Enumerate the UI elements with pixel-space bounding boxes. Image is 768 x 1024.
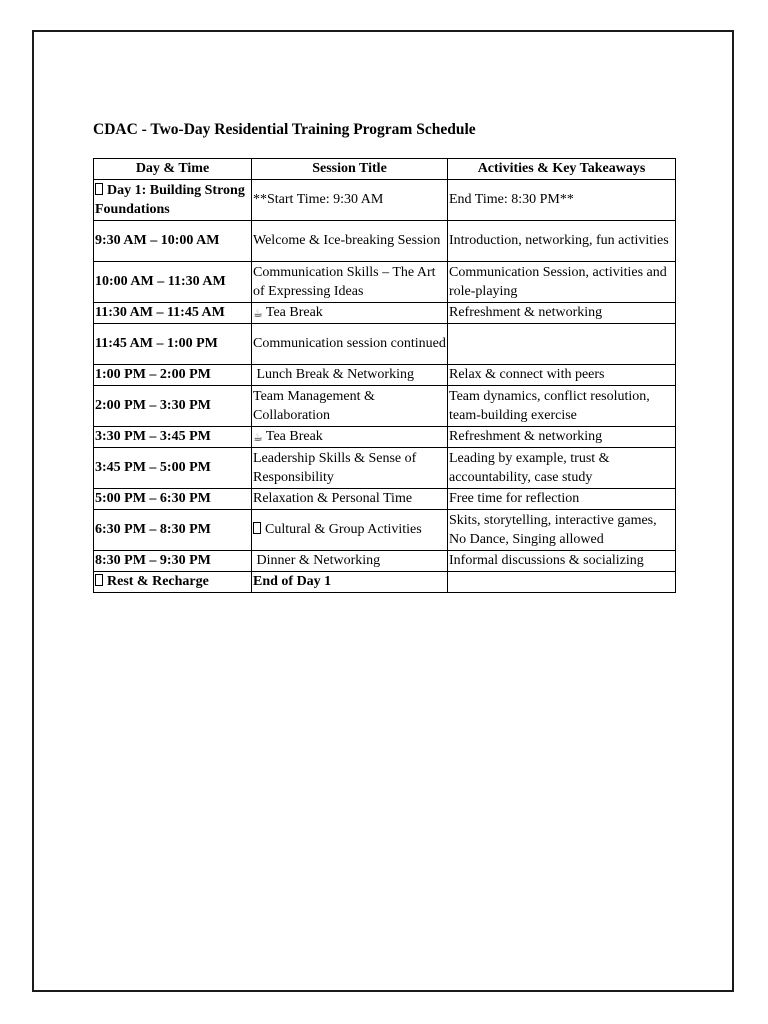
session-cell: Communication Skills – The Art of Expressing Ideas — [252, 262, 448, 303]
activities-cell: Communication Session, activities and role-playing — [448, 262, 676, 303]
activities-cell: Team dynamics, conflict resolution, team-building exercise — [448, 386, 676, 427]
time-cell: 5:00 PM – 6:30 PM — [94, 489, 252, 510]
session-cell: **Start Time: 9:30 AM — [252, 180, 448, 221]
header-day-time: Day & Time — [94, 159, 252, 180]
activities-cell: Leading by example, trust & accountability, case study — [448, 448, 676, 489]
box-glyph-icon — [95, 574, 103, 586]
activities-cell: Relax & connect with peers — [448, 365, 676, 386]
time-cell: 3:45 PM – 5:00 PM — [94, 448, 252, 489]
time-cell: 6:30 PM – 8:30 PM — [94, 510, 252, 551]
header-session-title: Session Title — [252, 159, 448, 180]
table-row — [94, 324, 676, 365]
session-cell: Welcome & Ice-breaking Session — [252, 221, 448, 262]
schedule-table — [93, 158, 676, 593]
time-cell: 3:30 PM – 3:45 PM — [94, 427, 252, 448]
session-cell — [252, 510, 448, 551]
activities-cell: Introduction, networking, fun activities — [448, 221, 676, 262]
session-cell: Leadership Skills & Sense of Responsibility — [252, 448, 448, 489]
time-cell: 11:30 AM – 11:45 AM — [94, 303, 252, 324]
session-cell: Communication session continued — [252, 324, 448, 365]
time-text: Rest & Recharge — [107, 574, 209, 590]
activities-cell: Refreshment & networking — [448, 427, 676, 448]
session-cell: Dinner & Networking — [252, 551, 448, 572]
session-text: Tea Break — [265, 429, 323, 445]
table-row — [94, 510, 676, 551]
document-title: CDAC - Two-Day Residential Training Program Schedule — [93, 121, 476, 138]
session-cell: Lunch Break & Networking — [252, 365, 448, 386]
table-row — [94, 365, 676, 386]
time-cell: 1:00 PM – 2:00 PM — [94, 365, 252, 386]
table-row — [94, 551, 676, 572]
session-cell: Relaxation & Personal Time — [252, 489, 448, 510]
session-cell: Team Management & Collaboration — [252, 386, 448, 427]
header-activities: Activities & Key Takeaways — [448, 159, 676, 180]
hot-beverage-icon: ☕ — [253, 307, 263, 321]
session-cell — [252, 427, 448, 448]
time-cell: 9:30 AM – 10:00 AM — [94, 221, 252, 262]
table-row — [94, 221, 676, 262]
time-cell — [94, 572, 252, 593]
activities-cell: Skits, storytelling, interactive games, No Dance, Singing allowed — [448, 510, 676, 551]
time-cell: 8:30 PM – 9:30 PM — [94, 551, 252, 572]
table-header-row — [94, 159, 676, 180]
time-cell: 2:00 PM – 3:30 PM — [94, 386, 252, 427]
table-row — [94, 448, 676, 489]
table-row — [94, 489, 676, 510]
time-cell: 10:00 AM – 11:30 AM — [94, 262, 252, 303]
session-cell — [252, 303, 448, 324]
table-row — [94, 180, 676, 221]
table-row — [94, 262, 676, 303]
session-text: Tea Break — [265, 305, 323, 321]
session-cell: End of Day 1 — [252, 572, 448, 593]
table-row — [94, 386, 676, 427]
activities-cell: End Time: 8:30 PM** — [448, 180, 676, 221]
activities-cell — [448, 324, 676, 365]
session-text: Cultural & Group Activities — [265, 522, 422, 538]
table-row — [94, 427, 676, 448]
activities-cell — [448, 572, 676, 593]
time-cell — [94, 180, 252, 221]
box-glyph-icon — [95, 183, 103, 195]
activities-cell: Refreshment & networking — [448, 303, 676, 324]
hot-beverage-icon: ☕ — [253, 431, 263, 445]
activities-cell: Free time for reflection — [448, 489, 676, 510]
activities-cell: Informal discussions & socializing — [448, 551, 676, 572]
table-row — [94, 572, 676, 593]
table-row — [94, 303, 676, 324]
box-glyph-icon — [253, 522, 261, 534]
time-text: Day 1: Building Strong Foundations — [95, 182, 245, 217]
time-cell: 11:45 AM – 1:00 PM — [94, 324, 252, 365]
